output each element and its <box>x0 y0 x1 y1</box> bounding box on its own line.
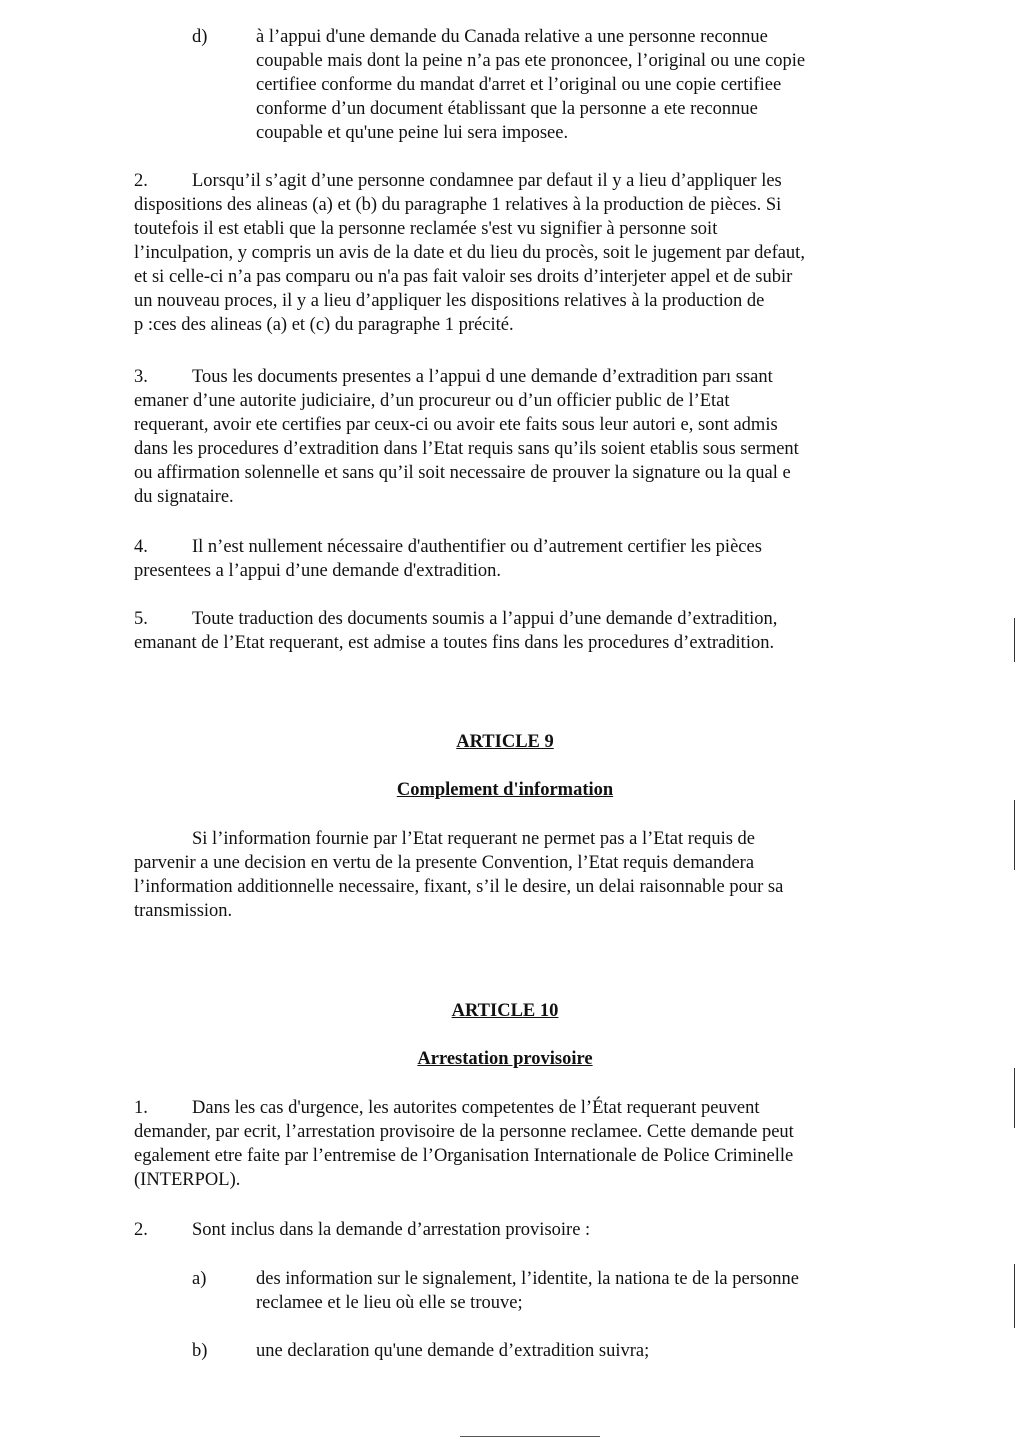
article-9-title: ARTICLE 9 <box>456 732 554 752</box>
text-line: Toute traduction des documents soumis a l’appui d’une demande d’extradition, <box>192 609 778 629</box>
article-10-para-1-number: 1. <box>134 1098 148 1118</box>
text-line: dispositions des alineas (a) et (b) du paragraphe 1 relatives à la production de pièces. Si <box>134 195 782 215</box>
scan-edge-mark <box>1014 1264 1015 1328</box>
article-10-para-2-number: 2. <box>134 1220 148 1240</box>
text-line: demander, par ecrit, l’arrestation provisoire de la personne reclamee. Cette demande peut <box>134 1122 794 1142</box>
scan-edge-mark <box>1014 1068 1015 1128</box>
article-10-title: ARTICLE 10 <box>451 1001 559 1021</box>
article-10-item-a-label: a) <box>192 1269 207 1289</box>
text-line: (INTERPOL). <box>134 1170 241 1190</box>
text-line: p :ces des alineas (a) et (c) du paragraphe 1 précité. <box>134 315 514 335</box>
text-line: des information sur le signalement, l’identite, la nationa te de la personne <box>256 1269 800 1289</box>
article-10-item-b-label: b) <box>192 1341 208 1361</box>
text-line: toutefois il est etabli que la personne reclamée s'est vu signifier à personne soit <box>134 219 718 239</box>
text-line: requerant, avoir ete certifies par ceux-ci ou avoir ete faits sous leur autori e, sont admis <box>134 415 778 435</box>
text-line: l’information additionnelle necessaire, fixant, s’il le desire, un delai raisonnable pour sa <box>134 877 784 897</box>
footer-rule <box>460 1436 600 1437</box>
para-5-number: 5. <box>134 609 148 629</box>
text-line: conforme d’un document établissant que la personne a ete reconnue <box>256 99 758 119</box>
text-line: l’inculpation, y compris un avis de la date et du lieu du procès, soit le jugement par defaut, <box>134 243 805 263</box>
text-line: du signataire. <box>134 487 234 507</box>
article-9-subtitle: Complement d'information <box>396 780 614 800</box>
scan-edge-mark <box>1014 618 1015 662</box>
text-line: dans les procedures d’extradition dans l’Etat requis sans qu’ils soient etablis sous serment <box>134 439 799 459</box>
text-line: Il n’est nullement nécessaire d'authentifier ou d’autrement certifier les pièces <box>192 537 762 557</box>
text-line: une declaration qu'une demande d’extradition suivra; <box>256 1341 650 1361</box>
item-d-label: d) <box>192 27 208 47</box>
text-line: emaner d’une autorite judiciaire, d’un procureur ou d’un officier public de l’Etat <box>134 391 730 411</box>
text-line: et si celle-ci n’a pas comparu ou n'a pas fait valoir ses droits d’interjeter appel et de subir <box>134 267 793 287</box>
text-line: coupable et qu'une peine lui sera imposee. <box>256 123 569 143</box>
text-line: certifiee conforme du mandat d'arret et l’original ou une copie certifiee <box>256 75 782 95</box>
text-line: parvenir a une decision en vertu de la presente Convention, l’Etat requis demandera <box>134 853 755 873</box>
text-line: transmission. <box>134 901 233 921</box>
para-4-number: 4. <box>134 537 148 557</box>
scan-edge-mark <box>1014 800 1015 870</box>
text-line: Lorsqu’il s’agit d’une personne condamnee par defaut il y a lieu d’appliquer les <box>192 171 782 191</box>
text-line: Tous les documents presentes a l’appui d une demande d’extradition parı ssant <box>192 367 773 387</box>
text-line: Si l’information fournie par l’Etat requerant ne permet pas a l’Etat requis de <box>192 829 756 849</box>
text-line: à l’appui d'une demande du Canada relative a une personne reconnue <box>256 27 768 47</box>
text-line: un nouveau proces, il y a lieu d’appliquer les dispositions relatives à la production de <box>134 291 765 311</box>
article-10-subtitle: Arrestation provisoire <box>417 1049 593 1069</box>
para-2-number: 2. <box>134 171 148 191</box>
text-line: ou affirmation solennelle et sans qu’il soit necessaire de prouver la signature ou la qual e <box>134 463 791 483</box>
text-line: emanant de l’Etat requerant, est admise a toutes fins dans les procedures d’extradition. <box>134 633 775 653</box>
text-line: Sont inclus dans la demande d’arrestation provisoire : <box>192 1220 591 1240</box>
text-line: reclamee et le lieu où elle se trouve; <box>256 1293 523 1313</box>
text-line: egalement etre faite par l’entremise de l’Organisation Internationale de Police Criminelle <box>134 1146 794 1166</box>
text-line: Dans les cas d'urgence, les autorites competentes de l’État requerant peuvent <box>192 1098 760 1118</box>
para-3-number: 3. <box>134 367 148 387</box>
text-line: coupable mais dont la peine n’a pas ete prononcee, l’original ou une copie <box>256 51 806 71</box>
text-line: presentees a l’appui d’une demande d'extradition. <box>134 561 502 581</box>
